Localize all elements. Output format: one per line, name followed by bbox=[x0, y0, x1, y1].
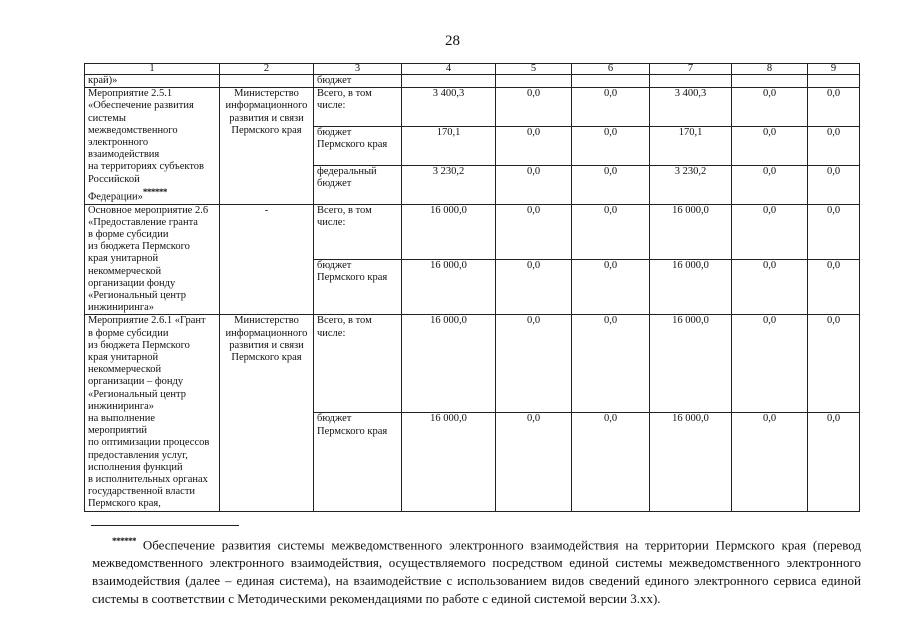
continuation-row bbox=[85, 75, 860, 88]
cell-col1: край)» bbox=[85, 75, 220, 88]
cell-line: организации – фонду bbox=[88, 376, 184, 388]
value-cell: 3 230,2 bbox=[402, 165, 496, 204]
cell-line: развития и связи bbox=[229, 339, 304, 351]
cell-line: Пермского края, bbox=[88, 498, 161, 510]
cell-line: Российской bbox=[88, 173, 140, 185]
cell-col2 bbox=[220, 75, 314, 88]
cell-line: исполнения функций bbox=[88, 461, 183, 473]
cell-line: на территориях субъектов bbox=[88, 161, 204, 173]
value-cell: 0,0 bbox=[496, 88, 572, 127]
value-cell: 16 000,0 bbox=[402, 204, 496, 259]
cell-value bbox=[650, 75, 732, 88]
value-cell: 0,0 bbox=[496, 165, 572, 204]
funding-source-cell bbox=[314, 204, 402, 259]
column-header: 7 bbox=[650, 64, 732, 75]
cell-line: межведомственного bbox=[88, 124, 178, 136]
value-cell: 16 000,0 bbox=[650, 315, 732, 413]
value-cell: 16 000,0 bbox=[402, 259, 496, 314]
cell-line: Министерство bbox=[234, 88, 299, 100]
footnote-text: Обеспечение развития системы межведомственного электронного взаимодействия на территории Пермского края (перевод межведомственного электронного взаимодействия, осуществляемого посредством единой системы межведомственного электронного взаимодействия (далее – единая система), на взаимодействие с использованием видов сведений единого электронного сервиса единой системы в соответствии с Методическими рекомендациями по работе с единой системой версии 3.хх). bbox=[92, 537, 861, 607]
cell-line: в исполнительных органах bbox=[88, 474, 208, 485]
cell-line: на выполнение bbox=[88, 412, 156, 424]
cell-line: в форме субсидии bbox=[88, 228, 169, 240]
executor-cell bbox=[220, 315, 314, 511]
cell-value bbox=[808, 75, 860, 88]
cell-line: Федерации» bbox=[88, 191, 143, 203]
cell-line: бюджет bbox=[317, 259, 352, 271]
cell-line: Пермского края bbox=[317, 139, 388, 151]
value-cell: 16 000,0 bbox=[650, 413, 732, 511]
value-cell: 0,0 bbox=[572, 165, 650, 204]
cell-line: по оптимизации процессов bbox=[88, 437, 210, 449]
table-row bbox=[85, 88, 860, 127]
cell-line: «Предоставление гранта bbox=[88, 216, 198, 228]
cell-line: предоставления услуг, bbox=[88, 449, 188, 461]
funding-source-cell bbox=[314, 88, 402, 127]
cell-line: электронного bbox=[88, 137, 149, 149]
funding-source-cell bbox=[314, 165, 402, 204]
value-cell: 16 000,0 bbox=[402, 413, 496, 511]
value-cell: 3 230,2 bbox=[650, 165, 732, 204]
page-number: 28 bbox=[445, 33, 460, 49]
value-cell: 0,0 bbox=[572, 204, 650, 259]
cell-line: края унитарной bbox=[88, 351, 159, 363]
budget-table bbox=[84, 63, 860, 512]
value-cell: 0,0 bbox=[808, 165, 860, 204]
cell-line: - bbox=[264, 204, 269, 216]
cell-line: Пермского края bbox=[231, 124, 302, 136]
value-cell: 0,0 bbox=[496, 315, 572, 413]
column-header: 9 bbox=[808, 64, 860, 75]
column-header: 3 bbox=[314, 64, 402, 75]
funding-source-cell bbox=[314, 413, 402, 511]
cell-line: края унитарной bbox=[88, 253, 159, 265]
value-cell: 0,0 bbox=[496, 126, 572, 165]
footnote bbox=[92, 532, 861, 608]
cell-line: Пермского края bbox=[317, 425, 388, 437]
cell-line: Основное мероприятие 2.6 bbox=[88, 204, 209, 216]
column-header: 6 bbox=[572, 64, 650, 75]
cell-line: Всего, в том bbox=[317, 204, 372, 216]
value-cell: 0,0 bbox=[572, 126, 650, 165]
value-cell: 0,0 bbox=[572, 413, 650, 511]
footnote-rule bbox=[91, 525, 239, 526]
activity-name-cell bbox=[85, 204, 220, 315]
cell-line: некоммерческой bbox=[88, 364, 162, 376]
activity-name-cell bbox=[85, 88, 220, 204]
activity-name-cell bbox=[85, 315, 220, 511]
cell-line: взаимодействия bbox=[88, 149, 160, 161]
cell-line: «Региональный центр bbox=[88, 388, 186, 400]
value-cell: 0,0 bbox=[732, 165, 808, 204]
cell-col3: бюджет bbox=[314, 75, 402, 88]
value-cell: 0,0 bbox=[732, 259, 808, 314]
value-cell: 0,0 bbox=[732, 315, 808, 413]
cell-value bbox=[402, 75, 496, 88]
cell-line: Всего, в том bbox=[317, 88, 372, 100]
cell-line: из бюджета Пермского bbox=[88, 339, 190, 351]
cell-value bbox=[496, 75, 572, 88]
executor-cell bbox=[220, 204, 314, 315]
cell-line: Пермского края bbox=[231, 351, 302, 363]
cell-value bbox=[732, 75, 808, 88]
cell-line: государственной власти bbox=[88, 486, 196, 498]
column-header: 2 bbox=[220, 64, 314, 75]
executor-cell bbox=[220, 88, 314, 204]
cell-line: из бюджета Пермского bbox=[88, 241, 190, 253]
value-cell: 0,0 bbox=[808, 88, 860, 127]
value-cell: 0,0 bbox=[496, 413, 572, 511]
value-cell: 0,0 bbox=[732, 88, 808, 127]
funding-source-cell bbox=[314, 126, 402, 165]
cell-line: Всего, в том bbox=[317, 315, 372, 327]
cell-line: бюджет bbox=[317, 126, 352, 138]
value-cell: 16 000,0 bbox=[650, 204, 732, 259]
footnote-ref: ****** bbox=[142, 186, 167, 197]
cell-line: некоммерческой bbox=[88, 265, 162, 277]
cell-line: системы bbox=[88, 112, 126, 124]
value-cell: 0,0 bbox=[572, 259, 650, 314]
cell-line: числе: bbox=[317, 216, 346, 228]
value-cell: 0,0 bbox=[496, 204, 572, 259]
value-cell: 0,0 bbox=[572, 88, 650, 127]
header-row bbox=[85, 64, 860, 75]
cell-line: мероприятий bbox=[88, 425, 147, 437]
value-cell: 0,0 bbox=[808, 259, 860, 314]
funding-source-cell bbox=[314, 315, 402, 413]
cell-line: «Обеспечение развития bbox=[88, 100, 194, 112]
cell-line: организации фонду bbox=[88, 277, 176, 289]
cell-line: Мероприятие 2.6.1 «Грант bbox=[88, 315, 206, 327]
value-cell: 3 400,3 bbox=[650, 88, 732, 127]
column-header: 4 bbox=[402, 64, 496, 75]
cell-line: числе: bbox=[317, 327, 346, 339]
cell-line: развития и связи bbox=[229, 112, 304, 124]
cell-line: инжиниринга» bbox=[88, 302, 155, 314]
cell-line: Пермского края bbox=[317, 272, 388, 284]
funding-source-cell bbox=[314, 259, 402, 314]
column-header: 5 bbox=[496, 64, 572, 75]
value-cell: 170,1 bbox=[650, 126, 732, 165]
value-cell: 0,0 bbox=[808, 204, 860, 259]
cell-line: Министерство bbox=[234, 315, 299, 327]
value-cell: 170,1 bbox=[402, 126, 496, 165]
value-cell: 0,0 bbox=[808, 126, 860, 165]
cell-line: «Региональный центр bbox=[88, 289, 186, 301]
value-cell: 16 000,0 bbox=[650, 259, 732, 314]
cell-line: информационного bbox=[225, 100, 308, 112]
cell-line: федеральный bbox=[317, 165, 377, 177]
cell-line: бюджет bbox=[317, 177, 352, 189]
cell-value bbox=[572, 75, 650, 88]
cell-line: в форме субсидии bbox=[88, 327, 169, 339]
column-header: 8 bbox=[732, 64, 808, 75]
value-cell: 3 400,3 bbox=[402, 88, 496, 127]
cell-line: информационного bbox=[225, 327, 308, 339]
cell-line: числе: bbox=[317, 100, 346, 112]
value-cell: 0,0 bbox=[572, 315, 650, 413]
cell-line: Мероприятие 2.5.1 bbox=[88, 88, 173, 100]
cell-line: бюджет bbox=[317, 413, 352, 425]
table-row bbox=[85, 204, 860, 259]
value-cell: 0,0 bbox=[496, 259, 572, 314]
value-cell: 0,0 bbox=[732, 204, 808, 259]
footnote-marker: ****** bbox=[112, 536, 136, 546]
value-cell: 0,0 bbox=[808, 315, 860, 413]
value-cell: 0,0 bbox=[808, 413, 860, 511]
value-cell: 0,0 bbox=[732, 413, 808, 511]
table-row bbox=[85, 315, 860, 413]
column-header: 1 bbox=[85, 64, 220, 75]
value-cell: 0,0 bbox=[732, 126, 808, 165]
value-cell: 16 000,0 bbox=[402, 315, 496, 413]
cell-line: инжиниринга» bbox=[88, 400, 155, 412]
